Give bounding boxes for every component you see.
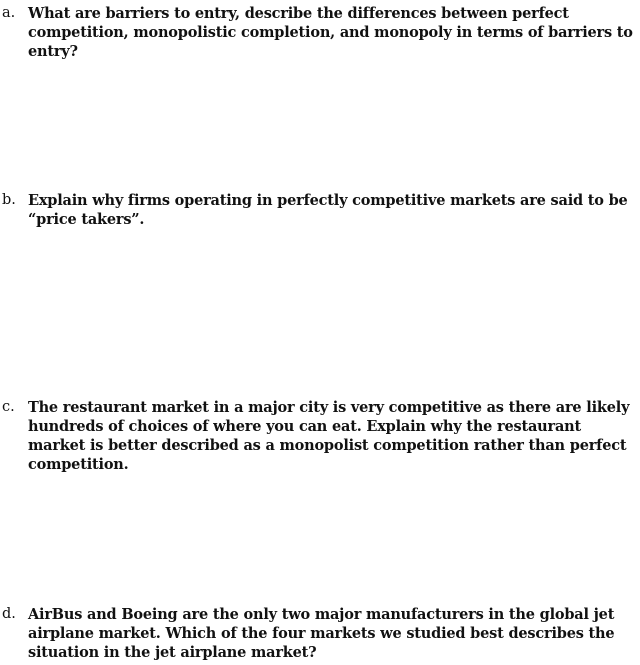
question-text: The restaurant market in a major city is very competitive as there are likely hundreds of choices of where you can eat. Explain why the restaurant market is better described as a monopolist competition rather than perfect competition.	[28, 399, 630, 473]
question-marker: c.	[2, 399, 15, 415]
question-text: What are barriers to entry, describe the differences between perfect competition, monopolistic completion, and monopoly in terms of barriers to entry?	[28, 5, 633, 60]
question-text: AirBus and Boeing are the only two major manufacturers in the global jet airplane market. Which of the four markets we studied best describes the situation in the jet airplane market?	[28, 606, 615, 661]
question-c	[0, 398, 640, 474]
question-marker: a.	[2, 5, 16, 21]
question-d	[0, 605, 640, 662]
question-text: Explain why firms operating in perfectly competitive markets are said to be “price takers”.	[28, 192, 628, 228]
question-marker: b.	[2, 192, 16, 208]
question-marker: d.	[2, 606, 16, 622]
question-a	[0, 4, 640, 61]
question-b	[0, 191, 640, 229]
